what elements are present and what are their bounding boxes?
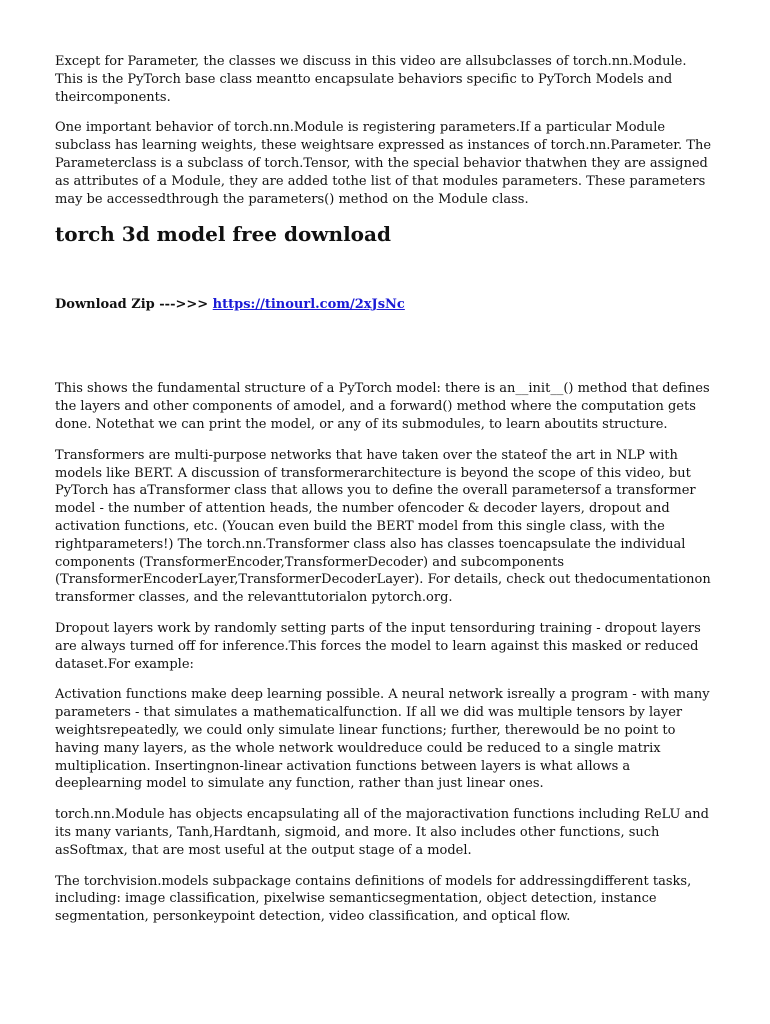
- body-paragraph-2: Transformers are multi-purpose networks that have taken over the stateof the art in NLP with models like BERT. A discussion of transformerarchitecture is beyond the scope of this video, but PyTorch has aTransformer class that allows you to define the overall parametersof a transformer model - the number of attention heads, the number ofencoder & decoder layers, dropout and activation functions, etc. (Youcan even build the BERT model from this single class, with the rightparameters!) The torch.nn.Transformer class also has classes toencapsulate the individual components (TransformerEncoder,TransformerDecoder) and subcomponents (TransformerEncoderLayer,TransformerDecoderLayer). For details, check out thedocumentationon transformer classes, and the relevanttutorialon pytorch.org.: [55, 447, 711, 606]
- download-link[interactable]: https://tinourl.com/2xJsNc: [212, 297, 405, 313]
- download-line: [55, 296, 715, 314]
- body-paragraph-4: Activation functions make deep learning possible. A neural network isreally a program - with many parameters - that simulates a mathematicalfunction. If all we did was multiple tensors by layer weightsrepeatedly, we could only simulate linear functions; further, therewould be no point to having many layers, as the whole network wouldreduce could be reduced to a single matrix multiplication. Insertingnon-linear activation functions between layers is what allows a deeplearning model to simulate any function, rather than just linear ones.: [55, 687, 710, 792]
- body-paragraph-1: This shows the fundamental structure of a PyTorch model: there is an__init__() method that defines the layers and other components of amodel, and a forward() method where the computation gets done. Notethat we can print the model, or any of its submodules, to learn aboutits structure.: [55, 381, 710, 432]
- intro-paragraph-2: One important behavior of torch.nn.Module is registering parameters.If a particular Module subclass has learning weights, these weightsare expressed as instances of torch.nn.Parameter. The Parameterclass is a subclass of torch.Tensor, with the special behavior thatwhen they are assigned as attributes of a Module, they are added tothe list of that modules parameters. These parameters may be accessedthrough the parameters() method on the Module class.: [55, 120, 712, 207]
- document-page: [55, 53, 715, 939]
- body-paragraph-5: torch.nn.Module has objects encapsulating all of the majoractivation functions including ReLU and its many variants, Tanh,Hardtanh, sigmoid, and more. It also includes other functions, such asSoftmax, that are most useful at the output stage of a model.: [55, 807, 709, 858]
- spacer: [55, 314, 715, 380]
- page-heading: torch 3d model free download: [55, 222, 391, 247]
- body-paragraph-3: Dropout layers work by randomly setting parts of the input tensorduring training - dropout layers are always turned off for inference.This forces the model to learn against this masked or reduced dataset.For example:: [55, 620, 701, 672]
- intro-paragraph-1: Except for Parameter, the classes we discuss in this video are allsubclasses of torch.nn.Module. This is the PyTorch base class meantto encapsulate behaviors specific to PyTorch Models and theircomponents.: [55, 54, 687, 105]
- download-label: Download Zip --->>>: [55, 297, 213, 313]
- body-paragraph-6: The torchvision.models subpackage contains definitions of models for addressingdifferent tasks, including: image classification, pixelwise semanticsegmentation, object detection, instance segmentation, personkeypoint detection, video classification, and optical flow.: [55, 873, 692, 925]
